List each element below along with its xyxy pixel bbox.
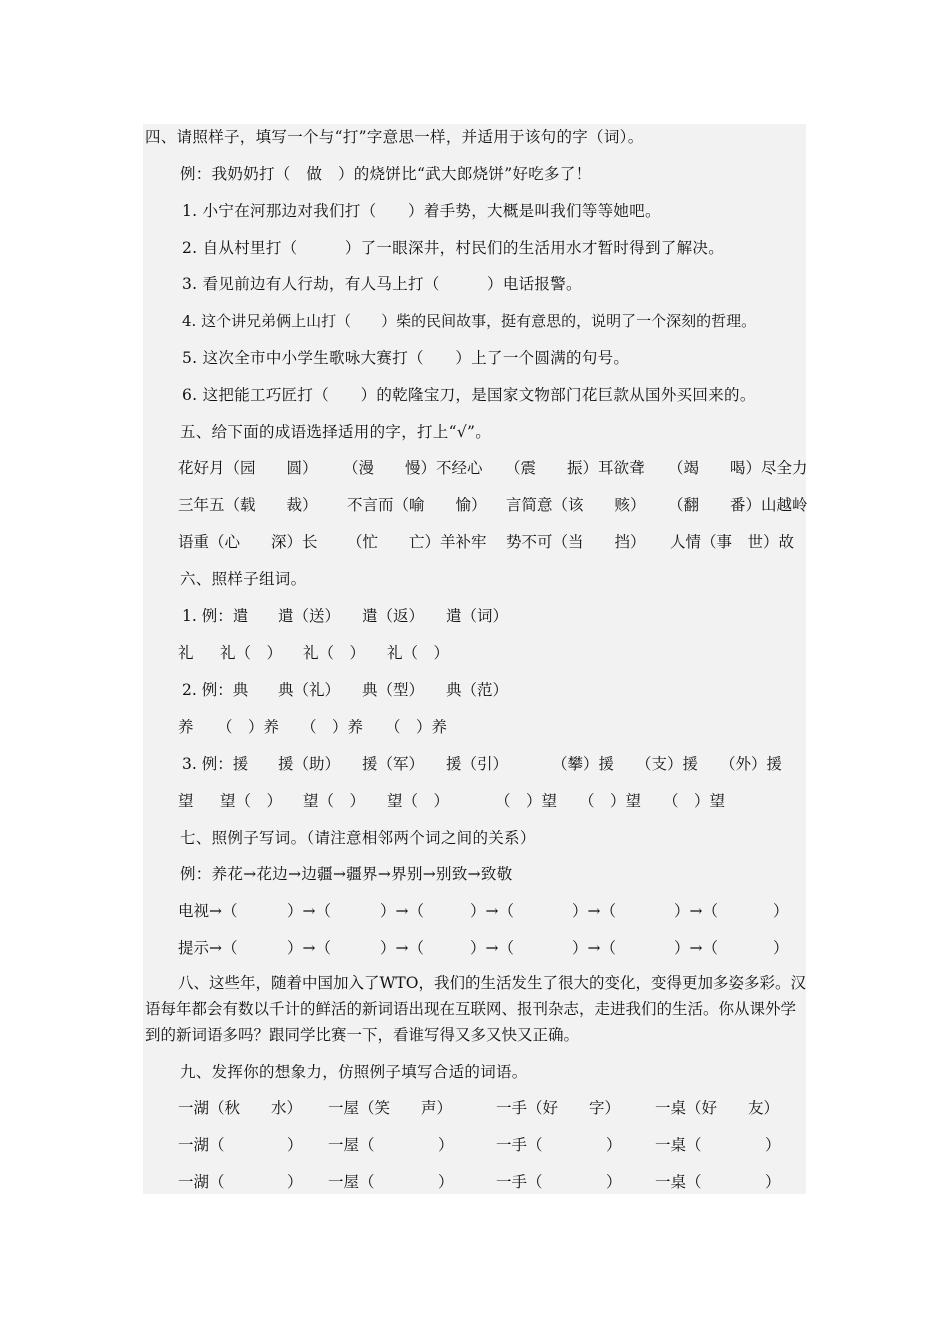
word-cell: 望（ ） — [303, 792, 366, 810]
word-cell: 援（助） — [278, 755, 341, 773]
word-cell: ） — [606, 1173, 622, 1191]
idiom-choice: 势不可（当 挡） — [506, 533, 646, 551]
word-cell: 2. 例：典 — [182, 681, 249, 699]
word-cell: 一湖（秋 水） — [178, 1099, 303, 1117]
idiom-choice: （震 振）耳欲聋 — [505, 459, 645, 477]
word-cell: 3. 例：援 — [182, 755, 249, 773]
word-cell: 一湖（ — [178, 1173, 225, 1191]
chain-part: ）→（ — [674, 902, 718, 920]
section-8-paragraph: 八、这些年，随着中国加入了WTO，我们的生活发生了很大的变化，变得更加多姿多彩。汉语每年都会有数以千计的鲜活的新词语出现在互联网、报刊杂志，走进我们的生活。你从课外学到的新词语多吗？跟同学比赛一下，看谁写得又多又快又正确。 — [145, 974, 806, 1044]
word-cell: （ ）养 — [385, 718, 448, 736]
word-cell: 一手（ — [496, 1136, 543, 1154]
word-cell: 一屋（笑 声） — [328, 1099, 453, 1117]
idiom-row — [0, 458, 950, 478]
section-7-example: 例：养花→花边→边疆→疆界→界别→别致→致敬 — [180, 865, 513, 883]
fill-words-row — [0, 1135, 950, 1155]
chain-part: ） — [773, 939, 789, 957]
chain-part: ）→（ — [470, 902, 514, 920]
word-cell: ） — [765, 1136, 781, 1154]
section-4-item: 2. 自从村里打（ ）了一眼深井，村民们的生活用水才暂时得到了解决。 — [182, 239, 725, 257]
word-cell: 典（范） — [446, 681, 509, 699]
word-cell: （攀）援 — [552, 755, 615, 773]
word-cell: ） — [287, 1173, 303, 1191]
word-cell: ） — [606, 1136, 622, 1154]
chain-part: 提示→（ — [178, 939, 238, 957]
word-cell: 礼（ ） — [220, 644, 283, 662]
word-cell: （外）援 — [720, 755, 783, 773]
idiom-choice: （竭 喝）尽全力 — [668, 459, 808, 477]
word-cell: （ ）望 — [663, 792, 726, 810]
chain-part: ）→（ — [287, 902, 331, 920]
word-cell: 援（引） — [446, 755, 509, 773]
idiom-choice: 花好月（园 圆） — [178, 459, 318, 477]
section-4-item: 3. 看见前边有人行劫，有人马上打（ ）电话报警。 — [182, 275, 582, 293]
word-cell: 望 — [178, 792, 194, 810]
word-cell: 1. 例：遣 — [182, 607, 249, 625]
word-cell: （ ）望 — [579, 792, 642, 810]
section-7-title: 七、照例子写词。（请注意相邻两个词之间的关系） — [180, 829, 536, 847]
section-4-item: 4. 这个讲兄弟俩上山打（ ）柴的民间故事，挺有意思的，说明了一个深刻的哲理。 — [182, 312, 757, 330]
section-4-example: 例：我奶奶打（ 做 ）的烧饼比“武大郎烧饼”好吃多了！ — [180, 165, 592, 183]
section-6-title: 六、照样子组词。 — [180, 570, 307, 588]
section-4-item: 5. 这次全市中小学生歌咏大赛打（ ）上了一个圆满的句号。 — [182, 349, 630, 367]
word-cell: 遣（词） — [446, 607, 509, 625]
word-cell: 望（ ） — [387, 792, 450, 810]
section-9-title: 九、发挥你的想象力，仿照例子填写合适的词语。 — [180, 1063, 528, 1081]
word-cell: 遣（送） — [278, 607, 341, 625]
word-chain-row — [0, 901, 950, 921]
chain-part: ）→（ — [674, 939, 718, 957]
word-cell: （支）援 — [636, 755, 699, 773]
chain-part: ） — [773, 902, 789, 920]
word-cell: （ ）望 — [495, 792, 558, 810]
word-cell: 一桌（ — [655, 1173, 702, 1191]
word-cell: 养 — [178, 718, 194, 736]
word-group-row — [0, 643, 950, 663]
word-group-row — [0, 680, 950, 700]
idiom-row — [0, 532, 950, 552]
word-cell: 望（ ） — [220, 792, 283, 810]
chain-part: ）→（ — [380, 902, 424, 920]
word-cell: 一手（好 字） — [496, 1099, 621, 1117]
word-cell: 礼（ ） — [387, 644, 450, 662]
word-cell: 一屋（ — [328, 1173, 375, 1191]
word-cell: ） — [287, 1136, 303, 1154]
word-cell: 一湖（ — [178, 1136, 225, 1154]
fill-words-row — [0, 1098, 950, 1118]
word-cell: 典（礼） — [278, 681, 341, 699]
word-group-row — [0, 606, 950, 626]
word-cell: 典（型） — [362, 681, 425, 699]
idiom-choice: 人情（事 世）故 — [670, 533, 795, 551]
idiom-row — [0, 495, 950, 515]
fill-words-row — [0, 1172, 950, 1192]
idiom-choice: （漫 慢）不经心 — [343, 459, 483, 477]
word-cell: 一桌（好 友） — [655, 1099, 780, 1117]
word-chain-row — [0, 938, 950, 958]
word-cell: 一手（ — [496, 1173, 543, 1191]
word-cell: 礼（ ） — [303, 644, 366, 662]
section-4-item: 1. 小宁在河那边对我们打（ ）着手势，大概是叫我们等等她吧。 — [182, 202, 661, 220]
chain-part: ）→（ — [470, 939, 514, 957]
section-5-title: 五、给下面的成语选择适用的字，打上“√”。 — [180, 423, 492, 441]
idiom-choice: 三年五（载 裁） — [178, 496, 318, 514]
chain-part: ）→（ — [287, 939, 331, 957]
word-cell: 一桌（ — [655, 1136, 702, 1154]
chain-part: 电视→（ — [178, 902, 238, 920]
word-cell: ） — [438, 1136, 454, 1154]
word-cell: 一屋（ — [328, 1136, 375, 1154]
idiom-choice: （翻 番）山越岭 — [668, 496, 808, 514]
word-cell: ） — [765, 1173, 781, 1191]
chain-part: ）→（ — [572, 902, 616, 920]
idiom-choice: （忙 亡）羊补牢 — [347, 533, 487, 551]
chain-part: ）→（ — [380, 939, 424, 957]
idiom-choice: 言简意（该 赅） — [506, 496, 646, 514]
word-group-row — [0, 717, 950, 737]
word-cell: （ ）养 — [217, 718, 280, 736]
word-cell: （ ）养 — [301, 718, 364, 736]
idiom-choice: 不言而（喻 愉） — [347, 496, 487, 514]
idiom-choice: 语重（心 深）长 — [178, 533, 318, 551]
word-cell: 援（军） — [362, 755, 425, 773]
chain-part: ）→（ — [572, 939, 616, 957]
section-4-item: 6. 这把能工巧匠打（ ）的乾隆宝刀，是国家文物部门花巨款从国外买回来的。 — [182, 386, 756, 404]
word-cell: 礼 — [178, 644, 194, 662]
word-cell: 遣（返） — [362, 607, 425, 625]
word-group-row — [0, 791, 950, 811]
section-4-title: 四、请照样子，填写一个与“打”字意思一样，并适用于该句的字（词）。 — [145, 128, 644, 146]
word-cell: ） — [438, 1173, 454, 1191]
word-group-row — [0, 754, 950, 774]
